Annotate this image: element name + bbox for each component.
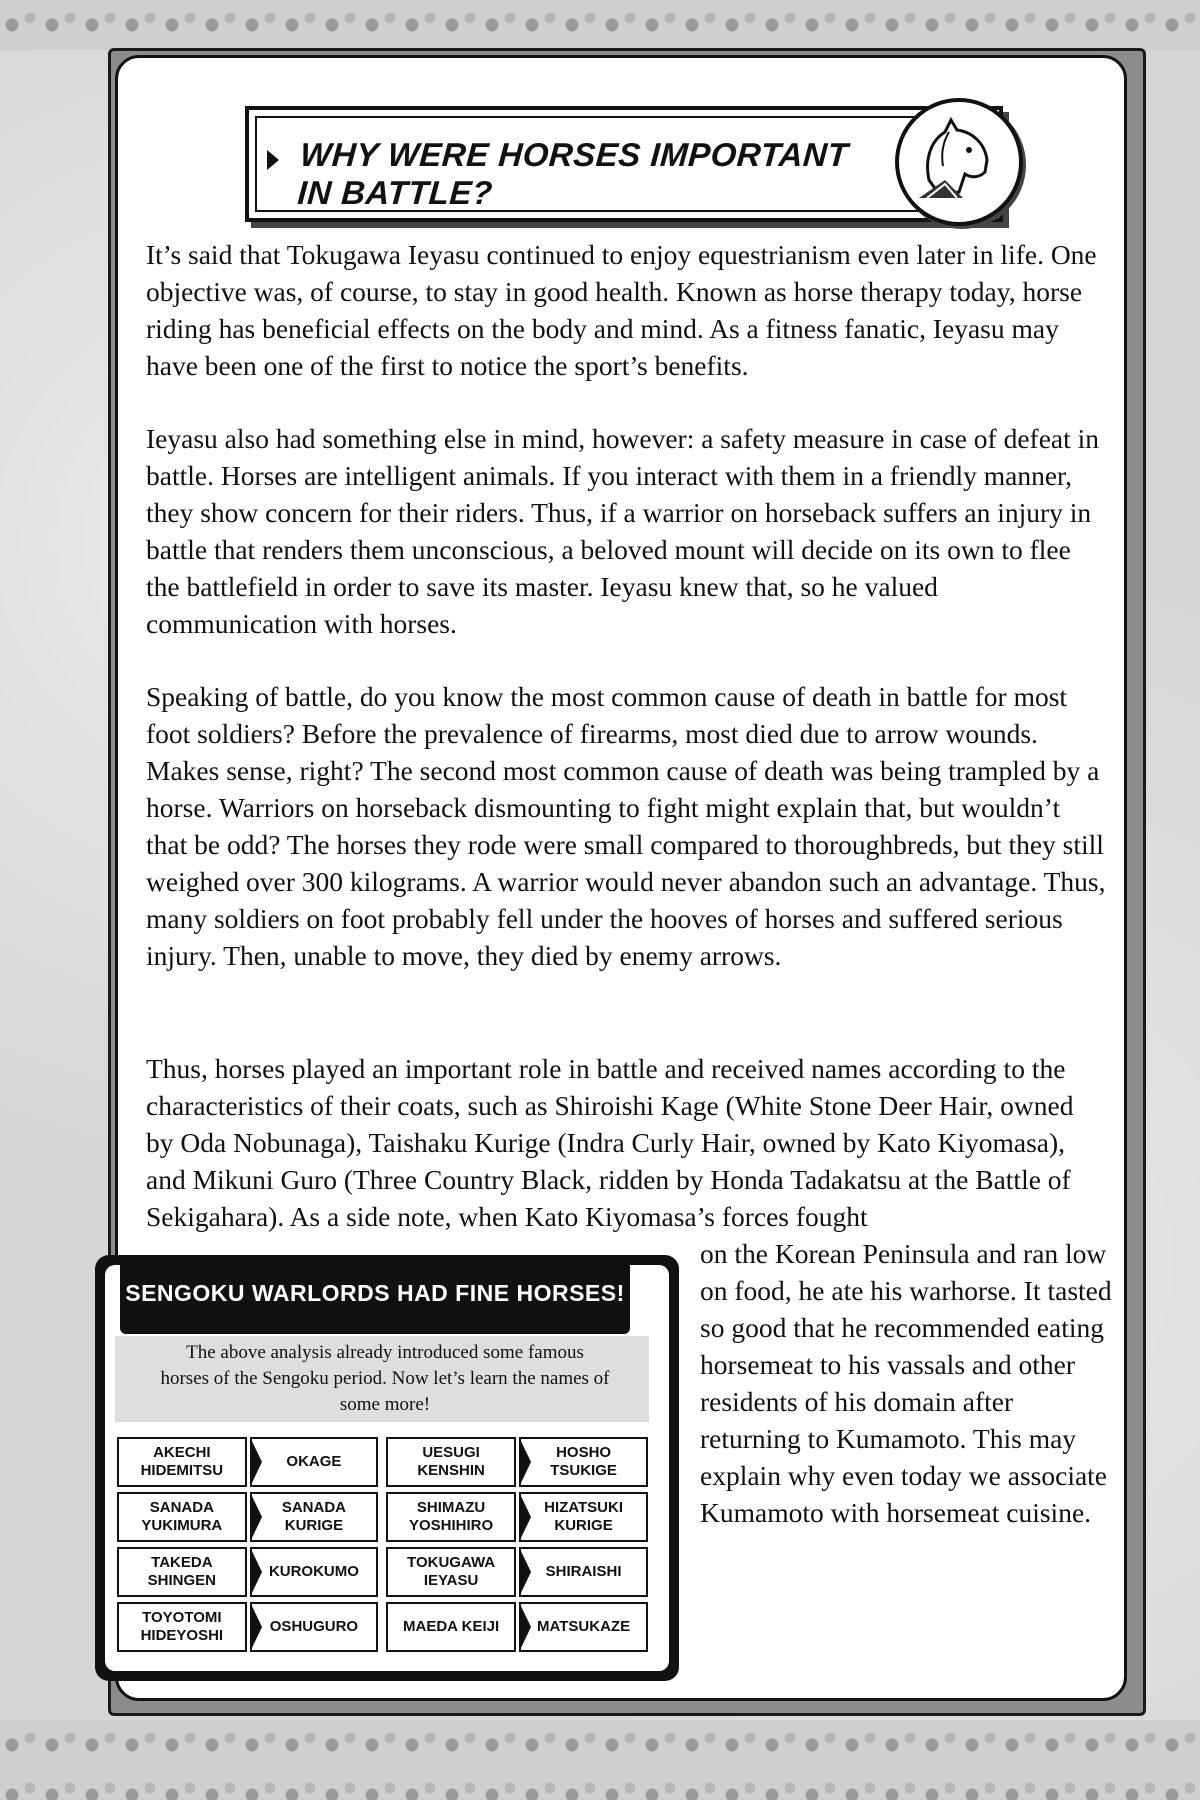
decorative-bottom-border — [0, 1720, 1200, 1800]
warlord-name: SHIMAZU YOSHIHIRO — [386, 1492, 516, 1542]
warlord-name: UESUGI KENSHIN — [386, 1437, 516, 1487]
play-arrow-icon — [267, 150, 279, 170]
horse-name: HOSHO TSUKIGE — [519, 1437, 648, 1487]
horse-name: MATSUKAZE — [519, 1602, 648, 1652]
article-body — [146, 236, 1106, 1010]
warlord-name: AKECHI HIDEMITSU — [117, 1437, 247, 1487]
article-paragraph: Speaking of battle, do you know the most common cause of death in battle for most foot soldiers? Before the prevalence of firearms, most died due to arrow wounds. Makes sense, right? The second most common cause of death was being trampled by a horse. Warriors on horseback dismounting to fight might explain that, but wouldn’t that be odd? The horses they rode were small compared to thoroughbreds, but they still weighed over 300 kilograms. A warrior would never abandon such an advantage. Thus, many soldiers on foot probably fell under the hooves of horses and suffered serious injury. Then, unable to move, they died by enemy arrows. — [146, 681, 1106, 971]
horse-name: OSHUGURO — [250, 1602, 379, 1652]
warlord-horses-table — [114, 1432, 651, 1657]
table-row — [117, 1602, 648, 1652]
horse-name: HIZATSUKI KURIGE — [519, 1492, 648, 1542]
warlord-name: TOYOTOMI HIDEYOSHI — [117, 1602, 247, 1652]
table-row — [117, 1437, 648, 1487]
article-paragraph-final-part1: Thus, horses played an important role in battle and received names according to the characteristics of their coats, such as Shiroishi Kage (White Stone Deer Hair, owned by Oda Nobunaga), Taishaku Kurige (Indra Curly Hair, owned by Kato Kiyomasa), and Mikuni Guro (Three Country Black, ridden by Honda Tadakatsu at the Battle of Sekigahara). As a side note, when Kato Kiyomasa’s forces fought — [146, 1053, 1074, 1232]
article-paragraph: It’s said that Tokugawa Ieyasu continued to enjoy equestrianism even later in life. One objective was, of course, to stay in good health. Known as horse therapy today, horse riding has beneficial effects on the body and mind. As a fitness fanatic, Ieyasu may have been one of the first to notice the sport’s benefits. — [146, 239, 1097, 381]
horse-name: SHIRAISHI — [519, 1547, 648, 1597]
warlord-name: TAKEDA SHINGEN — [117, 1547, 247, 1597]
horse-name: KUROKUMO — [250, 1547, 379, 1597]
decorative-top-border — [0, 0, 1200, 50]
section-header — [245, 106, 1003, 222]
horse-head-icon — [895, 98, 1023, 226]
warlord-horses-title: SENGOKU WARLORDS HAD FINE HORSES! — [125, 1280, 625, 1306]
table-row — [117, 1547, 648, 1597]
article-paragraph: Ieyasu also had something else in mind, however: a safety measure in case of defeat in battle. Horses are intelligent animals. If you interact with them in a friendly manner, they show concern for their riders. Thus, if a warrior on horseback suffers an injury in battle that renders them unconscious, a beloved mount will decide on its own to flee the battlefield in order to save its master. Ieyasu knew that, so he valued communication with horses. — [146, 423, 1100, 639]
table-gap — [381, 1437, 383, 1487]
warlord-horses-intro: The above analysis already introduced some famous horses of the Sengoku period. Now let’s learn the names of some more! — [160, 1342, 610, 1415]
horse-name: SANADA KURIGE — [250, 1492, 379, 1542]
table-gap — [381, 1547, 383, 1597]
horse-name: OKAGE — [250, 1437, 379, 1487]
table-row — [117, 1492, 648, 1542]
warlord-name: MAEDA KEIJI — [386, 1602, 516, 1652]
warlord-name: SANADA YUKIMURA — [117, 1492, 247, 1542]
article-paragraph-final-part2: on the Korean Peninsula and ran low on food, he ate his warhorse. It tasted so good that he recommended eating horsemeat to his vassals and other residents of his domain after returning to Kumamoto. This may explain why even today we associate Kumamoto with horsemeat cuisine. — [700, 1238, 1112, 1528]
table-gap — [381, 1492, 383, 1542]
section-title: WHY WERE HORSES IMPORTANT IN BATTLE? — [296, 136, 850, 211]
warlord-name: TOKUGAWA IEYASU — [386, 1547, 516, 1597]
table-gap — [381, 1602, 383, 1652]
